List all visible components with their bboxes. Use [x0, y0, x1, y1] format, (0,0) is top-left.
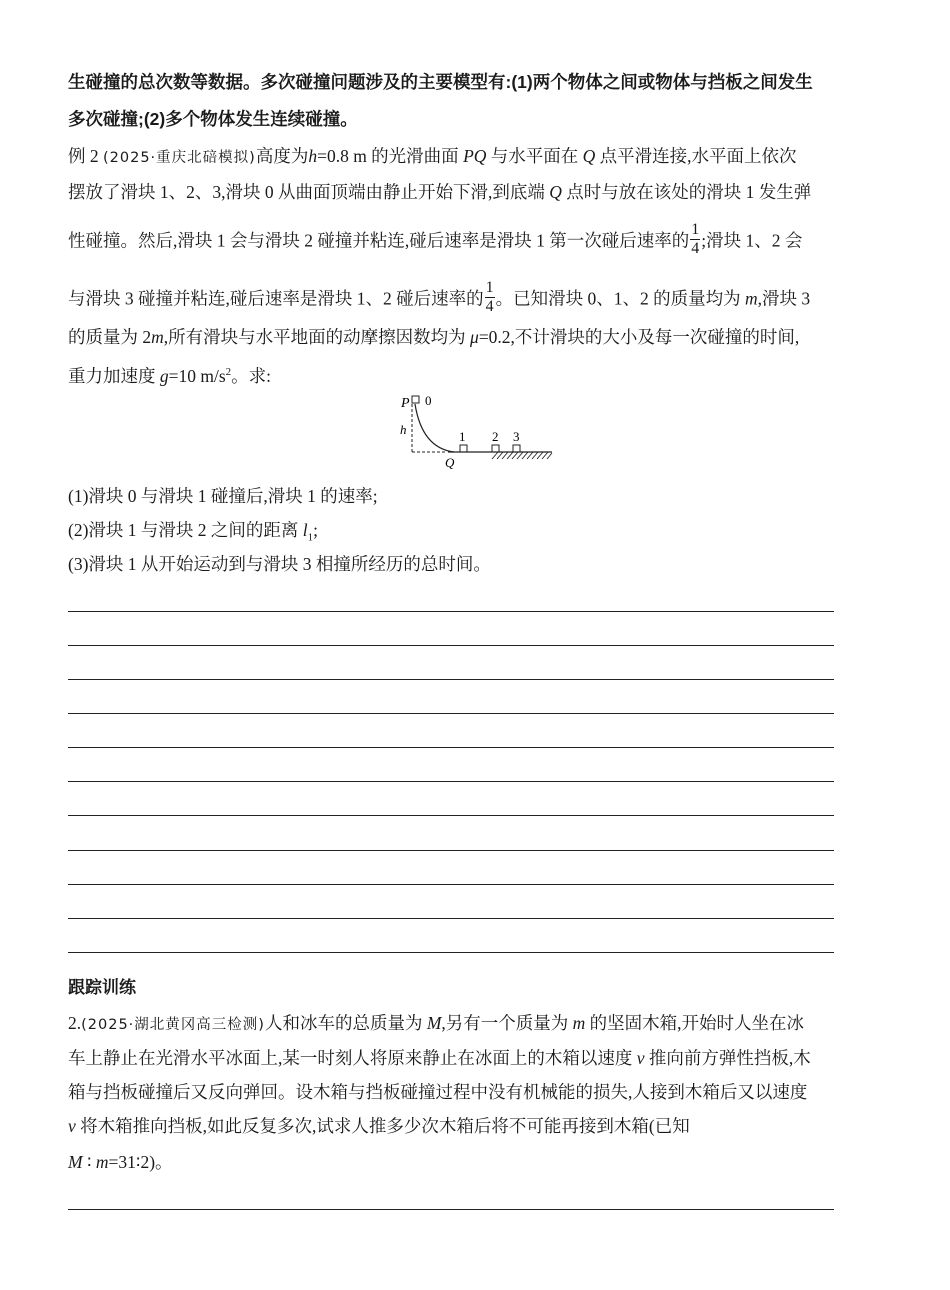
tracking-source: (2025·湖北黄冈高三检测) [81, 1017, 265, 1033]
fraction-one-quarter-2: $\frac{1}{4}$ [485, 279, 494, 315]
answer-line[interactable] [68, 1209, 834, 1210]
tracking-line-4: v 将木箱推向挡板,如此反复多次,试求人推多少次木箱后将不可能再接到木箱(已知 [68, 1116, 690, 1136]
answer-line[interactable] [68, 747, 834, 748]
example-line-5: 的质量为 2m,所有滑块与水平地面的动摩擦因数均为 μ=0.2,不计滑块的大小及每一次碰撞的时间, [68, 327, 800, 347]
question-2: (2)滑块 1 与滑块 2 之间的距离 $l_1$; [68, 520, 319, 544]
ground-hatching [492, 452, 552, 459]
tracking-line-1: 2.(2025·湖北黄冈高三检测)人和冰车的总质量为 M,另有一个质量为 m 的坚固木箱,开始时人坐在冰 [68, 1013, 805, 1033]
example-source: (2025·重庆北碚模拟) [103, 150, 256, 166]
answer-line[interactable] [68, 850, 834, 851]
example-line-1: 例 2 (2025·重庆北碚模拟)高度为h=0.8 m 的光滑曲面 PQ 与水平面在 Q 点平滑连接,水平面上依次 [68, 146, 797, 166]
answer-line[interactable] [68, 679, 834, 680]
answer-line[interactable] [68, 952, 834, 953]
example-label: 例 2 [68, 146, 99, 166]
figure-label-0: 0 [425, 393, 432, 408]
tracking-training-heading: 跟踪训练 [68, 978, 136, 997]
figure-label-p: P [401, 396, 410, 411]
answer-line[interactable] [68, 781, 834, 782]
answer-line[interactable] [68, 815, 834, 816]
slider-0 [412, 396, 419, 403]
figure-label-3: 3 [513, 429, 520, 444]
answer-line[interactable] [68, 645, 834, 646]
example-line-3: 性碰撞。然后,滑块 1 会与滑块 2 碰撞并粘连,碰后速率是滑块 1 第一次碰后速率的 $\frac{1}{4}$ ;滑块 1、2 会 [68, 221, 803, 257]
intro-line-1: 生碰撞的总次数等数据。多次碰撞问题涉及的主要模型有:(1)两个物体之间或物体与挡板之间发生 [68, 72, 813, 92]
slider-2 [492, 445, 499, 452]
answer-line[interactable] [68, 713, 834, 714]
tracking-line-3: 箱与挡板碰撞后又反向弹回。设木箱与挡板碰撞过程中没有机械能的损失,人接到木箱后又以速度 [68, 1082, 808, 1102]
intro-line-2: 多次碰撞;(2)多个物体发生连续碰撞。 [68, 109, 358, 129]
example-line-4: 与滑块 3 碰撞并粘连,碰后速率是滑块 1、2 碰后速率的 $\frac{1}{4}$ 。已知滑块 0、1、2 的质量均为 m,滑块 3 [68, 279, 811, 315]
answer-line[interactable] [68, 918, 834, 919]
tracking-line-2: 车上静止在光滑水平冰面上,某一时刻人将原来静止在冰面上的木箱以速度 v 推向前方弹性挡板,木 [68, 1048, 811, 1068]
answer-line[interactable] [68, 611, 834, 612]
figure-label-2: 2 [492, 429, 499, 444]
fraction-one-quarter: $\frac{1}{4}$ [691, 221, 700, 257]
figure-label-1: 1 [459, 429, 466, 444]
example-line-6: 重力加速度 g=10 $m/s^2$。求: [68, 365, 272, 386]
example-line-2: 摆放了滑块 1、2、3,滑块 0 从曲面顶端由静止开始下滑,到底端 Q 点时与放在该处的滑块 1 发生弹 [68, 182, 812, 202]
figure-label-q: Q [445, 455, 455, 470]
slider-1 [460, 445, 467, 452]
slider-3 [513, 445, 520, 452]
answer-line[interactable] [68, 884, 834, 885]
question-3: (3)滑块 1 从开始运动到与滑块 3 相撞所经历的总时间。 [68, 554, 491, 574]
tracking-line-5: M ∶ m=31∶2)。 [68, 1152, 173, 1172]
question-1: (1)滑块 0 与滑块 1 碰撞后,滑块 1 的速率; [68, 486, 378, 506]
smooth-curve-pq [415, 404, 454, 452]
slope-diagram [396, 390, 556, 470]
figure-label-h: h [400, 422, 407, 437]
